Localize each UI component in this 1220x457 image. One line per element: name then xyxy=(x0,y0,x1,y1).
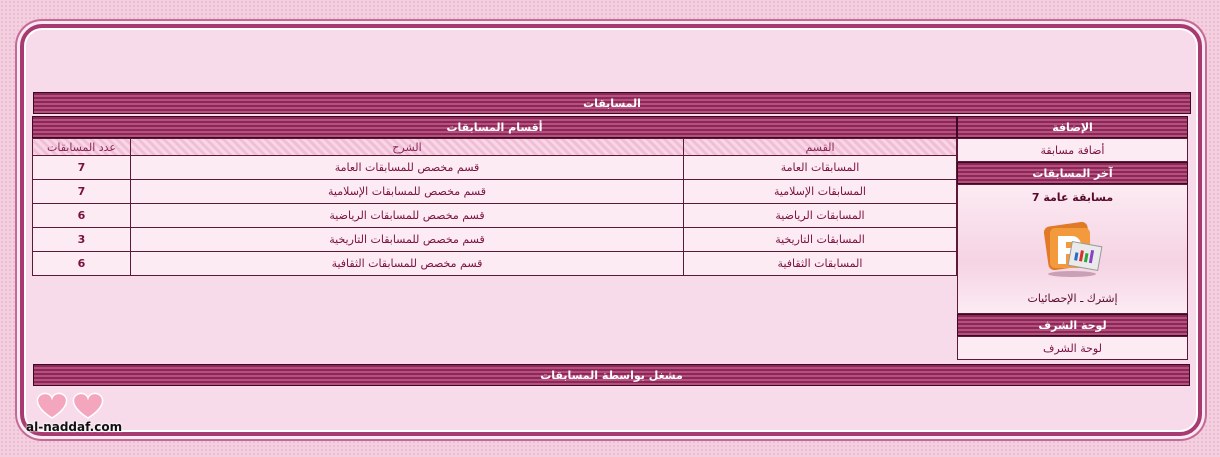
table-row xyxy=(33,156,957,180)
honor-board-header: لوحة الشرف xyxy=(957,314,1188,336)
sections-panel xyxy=(32,116,957,276)
section-description: قسم مخصص للمسابقات العامة xyxy=(131,156,684,180)
add-header: الإضافة xyxy=(957,116,1188,138)
honor-board-link[interactable]: لوحة الشرف xyxy=(957,336,1188,360)
section-link[interactable]: المسابقات الإسلامية xyxy=(684,180,957,204)
section-link[interactable]: المسابقات العامة xyxy=(684,156,957,180)
section-count: 6 xyxy=(33,252,131,276)
section-description: قسم مخصص للمسابقات الرياضية xyxy=(131,204,684,228)
latest-competition-title[interactable]: مسابقة عامة 7 xyxy=(1031,191,1114,204)
latest-competition-box xyxy=(957,184,1188,314)
site-watermark: al-naddaf.com xyxy=(26,420,123,434)
section-count: 7 xyxy=(33,156,131,180)
section-count: 7 xyxy=(33,180,131,204)
table-row xyxy=(33,204,957,228)
table-row xyxy=(33,180,957,204)
table-row xyxy=(33,252,957,276)
section-link[interactable]: المسابقات الرياضية xyxy=(684,204,957,228)
section-description: قسم مخصص للمسابقات الإسلامية xyxy=(131,180,684,204)
sections-table xyxy=(32,138,957,276)
table-header-row xyxy=(33,139,957,156)
page-title: المسابقات xyxy=(33,92,1191,114)
sections-header: أقسام المسابقات xyxy=(32,116,957,138)
latest-header: آخر المسابقات xyxy=(957,162,1188,184)
table-row xyxy=(33,228,957,252)
footer-bar: مشغل بواسطة المسابقات xyxy=(33,364,1190,386)
section-count: 6 xyxy=(33,204,131,228)
section-link[interactable]: المسابقات الثقافية xyxy=(684,252,957,276)
section-description: قسم مخصص للمسابقات التاريخية xyxy=(131,228,684,252)
column-header-count: عدد المسابقات xyxy=(33,139,131,156)
column-header-section: القسم xyxy=(684,139,957,156)
join-stats-links[interactable]: إشترك ـ الإحصائيات xyxy=(1027,292,1118,305)
section-count: 3 xyxy=(33,228,131,252)
sidebar xyxy=(957,116,1188,360)
section-link[interactable]: المسابقات التاريخية xyxy=(684,228,957,252)
column-header-description: الشرح xyxy=(131,139,684,156)
presentation-app-icon xyxy=(1040,210,1106,276)
add-competition-link[interactable]: أضافة مسابقة xyxy=(957,138,1188,162)
section-description: قسم مخصص للمسابقات الثقافية xyxy=(131,252,684,276)
